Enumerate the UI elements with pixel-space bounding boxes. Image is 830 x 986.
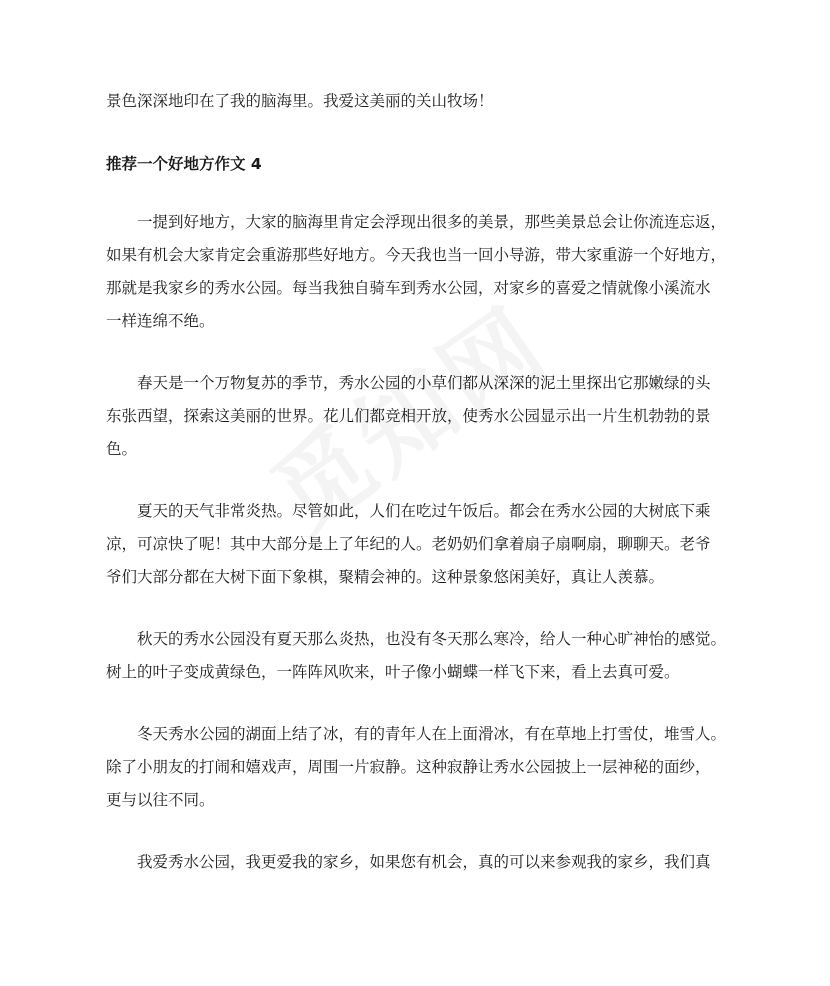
paragraph-line: 如果有机会大家肯定会重游那些好地方。今天我也当一回小导游，带大家重游一个好地方，	[106, 246, 727, 264]
paragraph-line: 除了小朋友的打闹和嬉戏声，周围一片寂静。这种寂静让秀水公园披上一层神秘的面纱，	[106, 758, 711, 776]
paragraph-line: 色。	[106, 440, 138, 458]
paragraph-line: 一提到好地方，大家的脑海里肯定会浮现出很多的美景，那些美景总会让你流连忘返，	[137, 213, 727, 231]
paragraph-line: 一样连绵不绝。	[106, 312, 215, 330]
paragraph-line: 树上的叶子变成黄绿色，一阵阵风吹来，叶子像小蝴蝶一样飞下来，看上去真可爱。	[106, 663, 680, 681]
paragraph-line: 那就是我家乡的秀水公园。每当我独自骑车到秀水公园，对家乡的喜爱之情就像小溪流水	[106, 279, 711, 297]
paragraph-line: 夏天的天气非常炎热。尽管如此，人们在吃过午饭后。都会在秀水公园的大树底下乘	[137, 502, 711, 520]
paragraph-line: 我爱秀水公园，我更爱我的家乡，如果您有机会，真的可以来参观我的家乡，我们真	[137, 853, 711, 871]
paragraph-line: 东张西望，探索这美丽的世界。花儿们都竞相开放，使秀水公园显示出一片生机勃勃的景	[106, 407, 711, 425]
paragraph-line: 凉，可凉快了呢！其中大部分是上了年纪的人。老奶奶们拿着扇子扇啊扇，聊聊天。老爷	[106, 535, 711, 553]
paragraph-line: 冬天秀水公园的湖面上结了冰，有的青年人在上面滑冰，有在草地上打雪仗，堆雪人。	[137, 725, 727, 743]
section-heading: 推荐一个好地方作文 4	[106, 155, 262, 173]
paragraph-line: 景色深深地印在了我的脑海里。我爱这美丽的关山牧场！	[106, 92, 494, 110]
paragraph-line: 爷们大部分都在大树下面下象棋，聚精会神的。这种景象悠闲美好，真让人羡慕。	[106, 568, 665, 586]
paragraph-line: 更与以往不同。	[106, 791, 215, 809]
paragraph-line: 春天是一个万物复苏的季节，秀水公园的小草们都从深深的泥土里探出它那嫩绿的头	[137, 374, 711, 392]
paragraph-line: 秋天的秀水公园没有夏天那么炎热，也没有冬天那么寒冷，给人一种心旷神怡的感觉。	[137, 630, 727, 648]
